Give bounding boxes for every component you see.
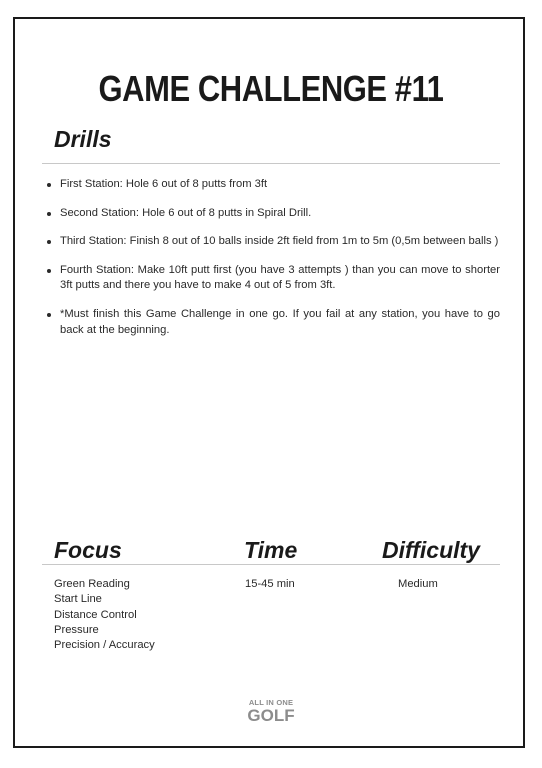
drill-item-5: *Must finish this Game Challenge in one go. If you fail at any station, you have to go back at the beginning. <box>42 307 500 338</box>
focus-item: Distance Control <box>54 608 137 621</box>
logo-line2: GOLF <box>247 706 295 725</box>
difficulty-value: Medium <box>398 578 438 590</box>
focus-item: Green Reading <box>54 578 130 590</box>
drills-heading: Drills <box>54 126 112 152</box>
focus-list <box>54 577 155 653</box>
drill-item-2: Second Station: Hole 6 out of 8 putts in Spiral Drill. <box>42 206 500 222</box>
focus-heading: Focus <box>54 537 122 563</box>
brand-logo <box>236 698 306 725</box>
page-title: GAME CHALLENGE #11 <box>98 68 444 110</box>
focus-item: Precision / Accuracy <box>54 639 155 652</box>
logo-line1: ALL IN ONE <box>248 698 294 707</box>
drill-item-3: Third Station: Finish 8 out of 10 balls inside 2ft field from 1m to 5m (0,5m between balls ) <box>42 234 500 250</box>
drill-item-4: Fourth Station: Make 10ft putt first (you have 3 attempts ) than you can move to shorter 3ft putts and there you have to make 4 out of 5 from 3ft. <box>42 263 500 294</box>
time-value: 15-45 min <box>245 578 295 590</box>
difficulty-heading: Difficulty <box>382 537 480 563</box>
time-heading: Time <box>244 537 298 563</box>
drills-divider <box>42 163 500 164</box>
drills-list <box>42 177 500 351</box>
focus-item: Pressure <box>54 623 99 636</box>
drill-item-1: First Station: Hole 6 out of 8 putts from 3ft <box>42 177 500 193</box>
info-divider <box>42 564 500 565</box>
focus-item: Start Line <box>54 593 102 606</box>
